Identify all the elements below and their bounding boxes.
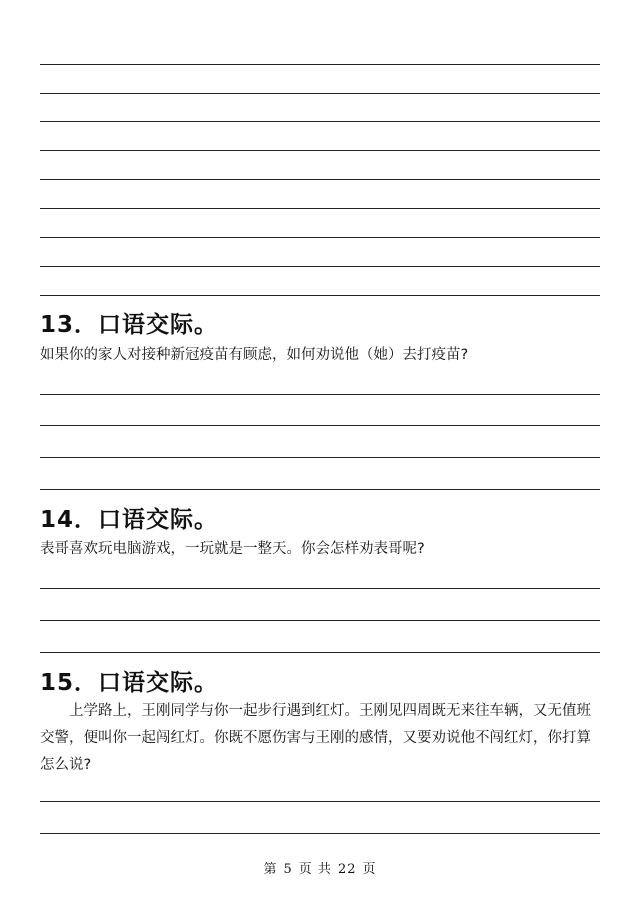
answer-line[interactable] bbox=[40, 489, 600, 490]
footer-total-pages: 22 bbox=[337, 862, 357, 877]
footer-mid: 页 共 bbox=[298, 862, 332, 877]
answer-line[interactable] bbox=[40, 93, 600, 94]
question-15-prompt: 上学路上，王刚同学与你一起步行遇到红灯。王刚见四周既无来往车辆，又无值班交警，便叫你一起闯红灯。你既不愿伤害与王刚的感情，又要劝说他不闯红灯，你打算怎么说? bbox=[40, 703, 591, 773]
answer-line[interactable] bbox=[40, 150, 600, 151]
question-14-title: 14．口语交际。 bbox=[40, 507, 219, 533]
answer-line[interactable] bbox=[40, 394, 600, 395]
answer-line[interactable] bbox=[40, 652, 600, 653]
question-15-title: 15．口语交际。 bbox=[40, 670, 219, 696]
footer-page-number: 5 bbox=[283, 862, 293, 877]
answer-line[interactable] bbox=[40, 457, 600, 458]
answer-line[interactable] bbox=[40, 588, 600, 589]
answer-line[interactable] bbox=[40, 266, 600, 267]
answer-line[interactable] bbox=[40, 833, 600, 834]
answer-line[interactable] bbox=[40, 425, 600, 426]
page-footer bbox=[0, 858, 640, 877]
answer-line[interactable] bbox=[40, 237, 600, 238]
answer-line[interactable] bbox=[40, 121, 600, 122]
footer-prefix: 第 bbox=[263, 862, 278, 877]
footer-suffix: 页 bbox=[362, 862, 377, 877]
answer-line[interactable] bbox=[40, 801, 600, 802]
answer-line[interactable] bbox=[40, 620, 600, 621]
answer-line[interactable] bbox=[40, 179, 600, 180]
answer-line[interactable] bbox=[40, 208, 600, 209]
answer-line[interactable] bbox=[40, 64, 600, 65]
question-14-prompt: 表哥喜欢玩电脑游戏，一玩就是一整天。你会怎样劝表哥呢? bbox=[40, 541, 425, 557]
question-13-prompt: 如果你的家人对接种新冠疫苗有顾虑，如何劝说他（她）去打疫苗? bbox=[40, 347, 469, 363]
answer-line[interactable] bbox=[40, 295, 600, 296]
question-13-title: 13．口语交际。 bbox=[40, 312, 219, 338]
